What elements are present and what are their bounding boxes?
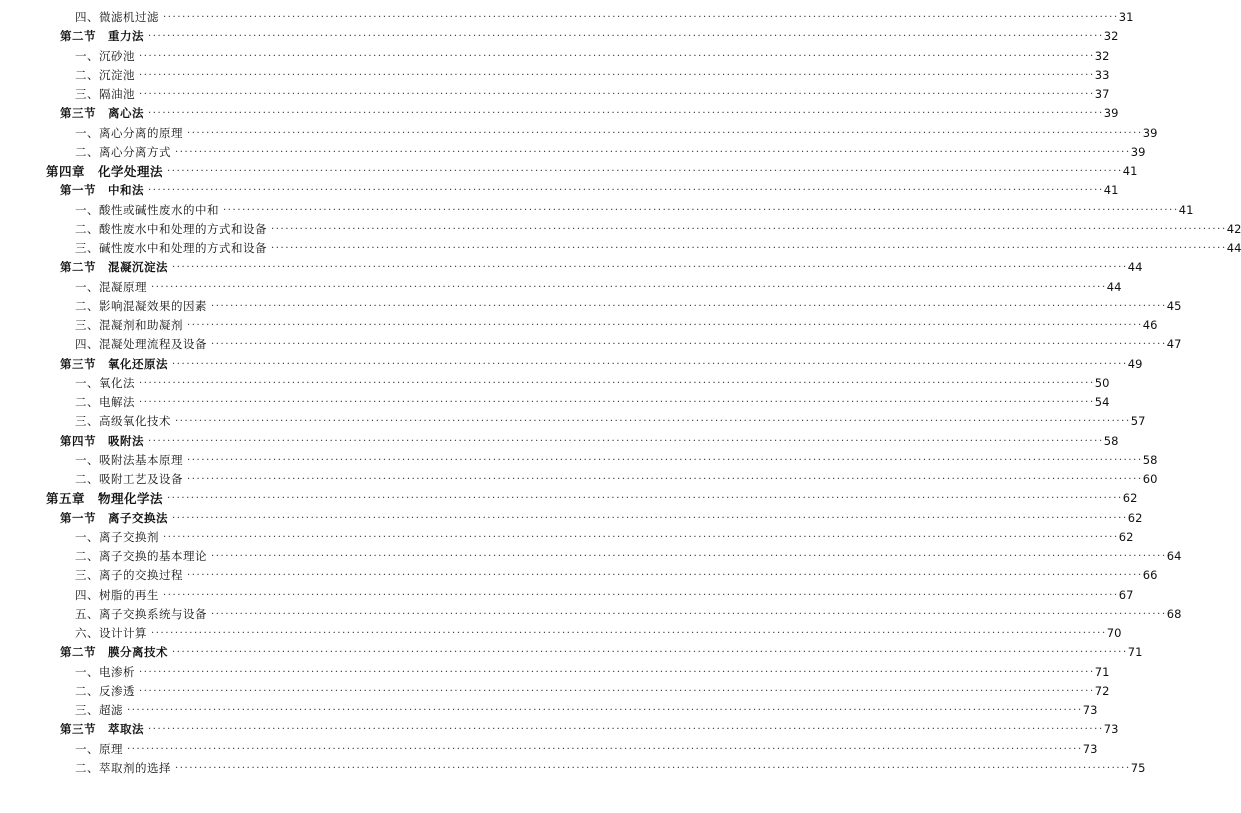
dot-leader: ········································································································································································································: [151, 628, 1107, 639]
toc-section-row: [0, 643, 1143, 662]
toc-item-row: [0, 85, 1110, 104]
toc-page-number: 68: [1166, 606, 1182, 621]
toc-page-number: 39: [1142, 125, 1158, 140]
dot-leader: ········································································································································································································: [175, 146, 1131, 158]
toc-page-number: 64: [1166, 549, 1182, 563]
toc-entry-label: 第三节 氧化还原法: [60, 356, 168, 371]
toc-entry-label: 二、沉淀池: [75, 67, 135, 82]
toc-section-row: [0, 432, 1119, 451]
dot-leader: ········································································································································································································: [148, 185, 1104, 197]
dot-leader: ········································································································································································································: [148, 435, 1104, 447]
toc-entry-label: 三、碱性废水中和处理的方式和设备: [75, 241, 267, 255]
dot-leader: ········································································································································································································: [167, 166, 1123, 177]
dot-leader: ········································································································································································································: [187, 320, 1143, 331]
toc-page-number: 41: [1103, 183, 1119, 198]
toc-entry-label: 一、离心分离的原理: [75, 125, 183, 140]
dot-leader: ········································································································································································································: [187, 127, 1143, 139]
toc-item-row: [0, 412, 1146, 431]
dot-leader: ········································································································································································································: [148, 724, 1104, 736]
toc-entry-label: 三、离子的交换过程: [75, 568, 183, 583]
toc-entry-label: 二、反渗透: [75, 683, 135, 698]
toc-page-number: 71: [1127, 645, 1143, 660]
toc-entry-label: 第一节 中和法: [60, 183, 144, 198]
toc-entry-label: 二、影响混凝效果的因素: [75, 298, 207, 313]
toc-entry-label: 一、沉砂池: [75, 48, 135, 63]
toc-item-row: [0, 297, 1182, 316]
toc-page-number: 58: [1142, 452, 1158, 467]
dot-leader: ········································································································································································································: [172, 262, 1128, 274]
toc-page-number: 62: [1122, 491, 1138, 506]
toc-page-number: 44: [1106, 279, 1122, 294]
toc-item-row: [0, 740, 1098, 759]
dot-leader: ········································································································································································································: [172, 512, 1128, 524]
toc-section-row: [0, 27, 1119, 46]
toc-entry-label: 四、树脂的再生: [75, 587, 159, 602]
toc-page-number: 49: [1127, 356, 1143, 371]
toc-page-number: 72: [1094, 683, 1110, 698]
toc-entry-label: 二、离子交换的基本理论: [75, 549, 207, 563]
toc-entry-label: 第四章 化学处理法: [46, 164, 164, 179]
dot-leader: ········································································································································································································: [271, 243, 1227, 254]
toc-page-number: 73: [1103, 722, 1119, 737]
toc-item-row: [0, 47, 1110, 66]
dot-leader: ········································································································································································································: [211, 551, 1167, 562]
toc-item-row: [0, 239, 1241, 258]
toc-page-number: 32: [1103, 29, 1119, 44]
toc-page-number: 47: [1166, 337, 1182, 352]
toc-entry-label: 四、混凝处理流程及设备: [75, 337, 207, 352]
toc-page-number: 71: [1094, 664, 1110, 679]
toc-page-number: 42: [1226, 221, 1241, 236]
dot-leader: ········································································································································································································: [172, 647, 1128, 659]
toc-entry-label: 二、电解法: [75, 395, 135, 409]
toc-page-number: 67: [1118, 587, 1134, 602]
dot-leader: ········································································································································································································: [139, 69, 1095, 81]
dot-leader: ········································································································································································································: [175, 416, 1131, 428]
toc-entry-label: 一、酸性或碱性废水的中和: [75, 202, 219, 217]
toc-item-row: [0, 278, 1122, 297]
toc-page-number: 73: [1082, 741, 1098, 756]
toc-entry-label: 三、混凝剂和助凝剂: [75, 318, 183, 332]
toc-section-row: [0, 181, 1119, 200]
toc-entry-label: 三、高级氧化技术: [75, 414, 171, 429]
toc-entry-label: 第一节 离子交换法: [60, 510, 168, 525]
toc-page-number: 41: [1178, 202, 1194, 217]
toc-entry-label: 二、萃取剂的选择: [75, 760, 171, 775]
toc-item-row: [0, 66, 1110, 85]
dot-leader: ········································································································································································································: [163, 589, 1119, 601]
toc-item-row: [0, 566, 1158, 585]
toc-page-number: 62: [1118, 529, 1134, 544]
dot-leader: ········································································································································································································: [127, 743, 1083, 755]
toc-page-number: 33: [1094, 67, 1110, 82]
toc-page-number: 75: [1130, 760, 1146, 775]
dot-leader: ········································································································································································································: [175, 762, 1131, 774]
toc-page-number: 46: [1142, 318, 1158, 332]
toc-page-number: 39: [1130, 144, 1146, 159]
toc-item-row: [0, 143, 1146, 162]
dot-leader: ········································································································································································································: [139, 397, 1095, 408]
dot-leader: ········································································································································································································: [271, 223, 1227, 235]
dot-leader: ········································································································································································································: [139, 666, 1095, 678]
toc-item-row: [0, 451, 1158, 470]
toc-item-row: [0, 586, 1134, 605]
toc-page-number: 60: [1142, 472, 1158, 486]
toc-page-number: 58: [1103, 433, 1119, 448]
dot-leader: ········································································································································································································: [127, 705, 1083, 716]
toc-item-row: [0, 605, 1182, 624]
toc-item-row: [0, 374, 1110, 393]
toc-section-row: [0, 258, 1143, 277]
toc-entry-label: 二、吸附工艺及设备: [75, 472, 183, 486]
toc-entry-label: 第四节 吸附法: [60, 433, 144, 448]
toc-entry-label: 四、微滤机过滤: [75, 10, 159, 24]
toc-item-row: [0, 8, 1134, 27]
toc-page-number: 45: [1166, 298, 1182, 313]
dot-leader: ········································································································································································································: [163, 12, 1119, 23]
toc-page-number: 70: [1106, 626, 1122, 640]
toc-entry-label: 五、离子交换系统与设备: [75, 606, 207, 621]
toc-entry-label: 第三节 离心法: [60, 106, 144, 121]
toc-section-row: [0, 104, 1119, 123]
toc-entry-label: 三、隔油池: [75, 87, 135, 101]
toc-item-row: [0, 682, 1110, 701]
toc-item-row: [0, 701, 1098, 720]
dot-leader: ········································································································································································································: [151, 281, 1107, 293]
toc-item-row: [0, 220, 1241, 239]
dot-leader: ········································································································································································································: [187, 570, 1143, 582]
dot-leader: ········································································································································································································: [139, 685, 1095, 697]
toc-item-row: [0, 663, 1110, 682]
toc-page-number: 50: [1094, 375, 1110, 390]
dot-leader: ········································································································································································································: [139, 89, 1095, 100]
toc-entry-label: 六、设计计算: [75, 626, 147, 640]
toc-page-number: 41: [1122, 164, 1138, 178]
toc-page-number: 54: [1094, 395, 1110, 409]
toc-entry-label: 第三节 萃取法: [60, 722, 144, 737]
toc-entry-label: 一、混凝原理: [75, 279, 147, 294]
toc-entry-label: 一、离子交换剂: [75, 529, 159, 544]
toc-section-row: [0, 355, 1143, 374]
toc-entry-label: 第二节 重力法: [60, 29, 144, 44]
toc-page-number: 57: [1130, 414, 1146, 429]
dot-leader: ········································································································································································································: [148, 31, 1104, 43]
toc-item-row: [0, 335, 1182, 354]
toc-chapter-row: [0, 162, 1138, 181]
toc-page-number: 66: [1142, 568, 1158, 583]
toc-entry-label: 一、氧化法: [75, 375, 135, 390]
toc-entry-label: 第二节 膜分离技术: [60, 645, 168, 660]
toc-page-number: 44: [1226, 241, 1241, 255]
toc-entry-label: 二、酸性废水中和处理的方式和设备: [75, 221, 267, 236]
toc-entry-label: 第二节 混凝沉淀法: [60, 260, 168, 275]
dot-leader: ········································································································································································································: [172, 358, 1128, 370]
toc-item-row: [0, 124, 1158, 143]
toc-item-row: [0, 759, 1146, 778]
toc-entry-label: 一、原理: [75, 741, 123, 756]
dot-leader: ········································································································································································································: [187, 474, 1143, 485]
toc-item-row: [0, 316, 1158, 335]
dot-leader: ········································································································································································································: [211, 300, 1167, 312]
dot-leader: ········································································································································································································: [223, 204, 1179, 216]
toc-page-number: 32: [1094, 48, 1110, 63]
toc-page-number: 73: [1082, 703, 1098, 717]
toc-page-number: 31: [1118, 10, 1134, 24]
toc-section-row: [0, 720, 1119, 739]
toc-chapter-row: [0, 489, 1138, 508]
dot-leader: ········································································································································································································: [148, 108, 1104, 120]
toc-item-row: [0, 624, 1122, 643]
dot-leader: ········································································································································································································: [139, 50, 1095, 62]
toc-item-row: [0, 528, 1134, 547]
toc-item-row: [0, 547, 1182, 566]
dot-leader: ········································································································································································································: [163, 531, 1119, 543]
toc-item-row: [0, 393, 1110, 412]
toc-entry-label: 第五章 物理化学法: [46, 491, 164, 507]
toc-entry-label: 三、超滤: [75, 703, 123, 717]
toc-entry-label: 一、吸附法基本原理: [75, 452, 183, 467]
toc-item-row: [0, 470, 1158, 489]
toc-entry-label: 二、离心分离方式: [75, 144, 171, 159]
toc-page-number: 44: [1127, 260, 1143, 275]
toc-page-number: 62: [1127, 510, 1143, 525]
dot-leader: ········································································································································································································: [211, 339, 1167, 351]
dot-leader: ········································································································································································································: [139, 377, 1095, 389]
dot-leader: ········································································································································································································: [187, 454, 1143, 466]
toc-page-number: 37: [1094, 87, 1110, 101]
toc-page-number: 39: [1103, 106, 1119, 121]
dot-leader: ········································································································································································································: [167, 493, 1123, 505]
toc-section-row: [0, 509, 1143, 528]
toc-item-row: [0, 201, 1194, 220]
dot-leader: ········································································································································································································: [211, 608, 1167, 620]
toc-entry-label: 一、电渗析: [75, 664, 135, 679]
